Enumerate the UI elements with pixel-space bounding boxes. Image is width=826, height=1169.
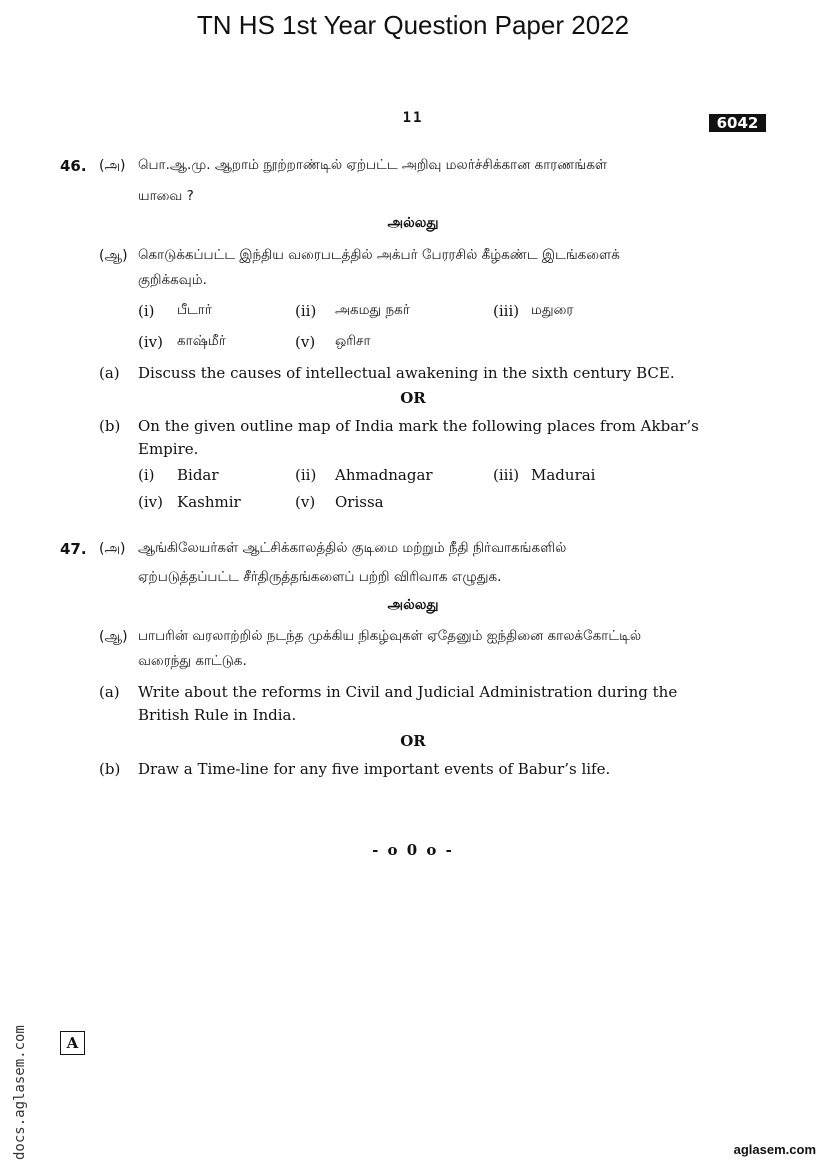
end-of-paper-mark: - o 0 o - <box>372 841 454 859</box>
q47-ta-a-label: (அ) <box>99 541 126 557</box>
q47-ta-a-line1: ஆங்கிலேயர்கள் ஆட்சிக்காலத்தில் குடிமை மற்றும் நீதி நிர்வாகங்களில் <box>138 540 567 556</box>
q46-ta-option-label: (i) <box>138 302 155 320</box>
page-number: 11 <box>402 110 424 126</box>
q46-ta-option-text: அகமது நகர் <box>335 302 410 318</box>
q46-en-a-label: (a) <box>99 364 120 382</box>
set-label-box: A <box>60 1031 85 1055</box>
q46-ta-option-label: (iv) <box>138 333 163 351</box>
q46-ta-b-line2: குறிக்கவும். <box>138 272 207 288</box>
q46-ta-or: அல்லது <box>387 215 439 231</box>
q46-en-option-text: Madurai <box>531 466 596 484</box>
q47-en-or: OR <box>400 732 426 750</box>
q46-ta-option-label: (ii) <box>295 302 317 320</box>
question-number-47: 47. <box>60 540 87 558</box>
question-number-46: 46. <box>60 157 87 175</box>
q46-ta-option-text: பீடார் <box>177 302 212 318</box>
q47-ta-b-label: (ஆ) <box>99 629 128 645</box>
q47-ta-or: அல்லது <box>387 597 439 613</box>
q46-ta-a-line2: யாவை ? <box>138 188 194 204</box>
q47-ta-a-line2: ஏற்படுத்தப்பட்ட சீர்திருத்தங்களைப் பற்றி விரிவாக எழுதுக. <box>138 569 502 585</box>
q46-ta-option-text: ஒரிசா <box>335 333 371 349</box>
q46-en-b-label: (b) <box>99 417 121 435</box>
q46-ta-b-line1: கொடுக்கப்பட்ட இந்திய வரைபடத்தில் அக்பர் பேரரசில் கீழ்கண்ட இடங்களைக் <box>138 247 620 263</box>
q46-en-b-line2: Empire. <box>138 440 199 458</box>
q47-ta-b-line1: பாபரின் வரலாற்றில் நடந்த முக்கிய நிகழ்வுகள் ஏதேனும் ஐந்தினை காலக்கோட்டில் <box>138 628 642 644</box>
q46-en-option-label: (iv) <box>138 493 163 511</box>
side-watermark-url: docs.aglasem.com <box>12 1025 28 1160</box>
q46-ta-a-label: (அ) <box>99 158 126 174</box>
q46-en-option-label: (i) <box>138 466 155 484</box>
q47-ta-b-line2: வரைந்து காட்டுக. <box>138 653 247 669</box>
document-title: TN HS 1st Year Question Paper 2022 <box>196 10 630 40</box>
paper-code-badge: 6042 <box>709 114 766 132</box>
q46-en-option-text: Bidar <box>177 466 219 484</box>
q46-en-or: OR <box>400 389 426 407</box>
q46-ta-option-text: மதுரை <box>531 302 574 318</box>
q46-en-option-text: Kashmir <box>177 493 241 511</box>
q47-en-b-label: (b) <box>99 760 121 778</box>
q46-ta-a-line1: பொ.ஆ.மு. ஆறாம் நூற்றாண்டில் ஏற்பட்ட அறிவு மலர்ச்சிக்கான காரணங்கள் <box>138 157 608 173</box>
q46-en-option-text: Orissa <box>335 493 384 511</box>
q46-ta-option-label: (iii) <box>493 302 520 320</box>
q47-en-b-text: Draw a Time-line for any five important events of Babur’s life. <box>138 760 611 778</box>
q46-ta-option-label: (v) <box>295 333 316 351</box>
q47-en-a-label: (a) <box>99 683 120 701</box>
q46-en-a-text: Discuss the causes of intellectual awakening in the sixth century BCE. <box>138 364 675 382</box>
q46-en-option-text: Ahmadnagar <box>335 466 433 484</box>
q46-en-option-label: (v) <box>295 493 316 511</box>
q46-en-option-label: (ii) <box>295 466 317 484</box>
q46-ta-b-label: (ஆ) <box>99 248 128 264</box>
q46-en-b-line1: On the given outline map of India mark the following places from Akbar’s <box>138 417 699 435</box>
q47-en-a-line2: British Rule in India. <box>138 706 297 724</box>
q46-ta-option-text: காஷ்மீர் <box>177 333 226 349</box>
footer-site-name[interactable]: aglasem.com <box>733 1142 816 1157</box>
q47-en-a-line1: Write about the reforms in Civil and Judicial Administration during the <box>138 683 678 701</box>
q46-en-option-label: (iii) <box>493 466 520 484</box>
